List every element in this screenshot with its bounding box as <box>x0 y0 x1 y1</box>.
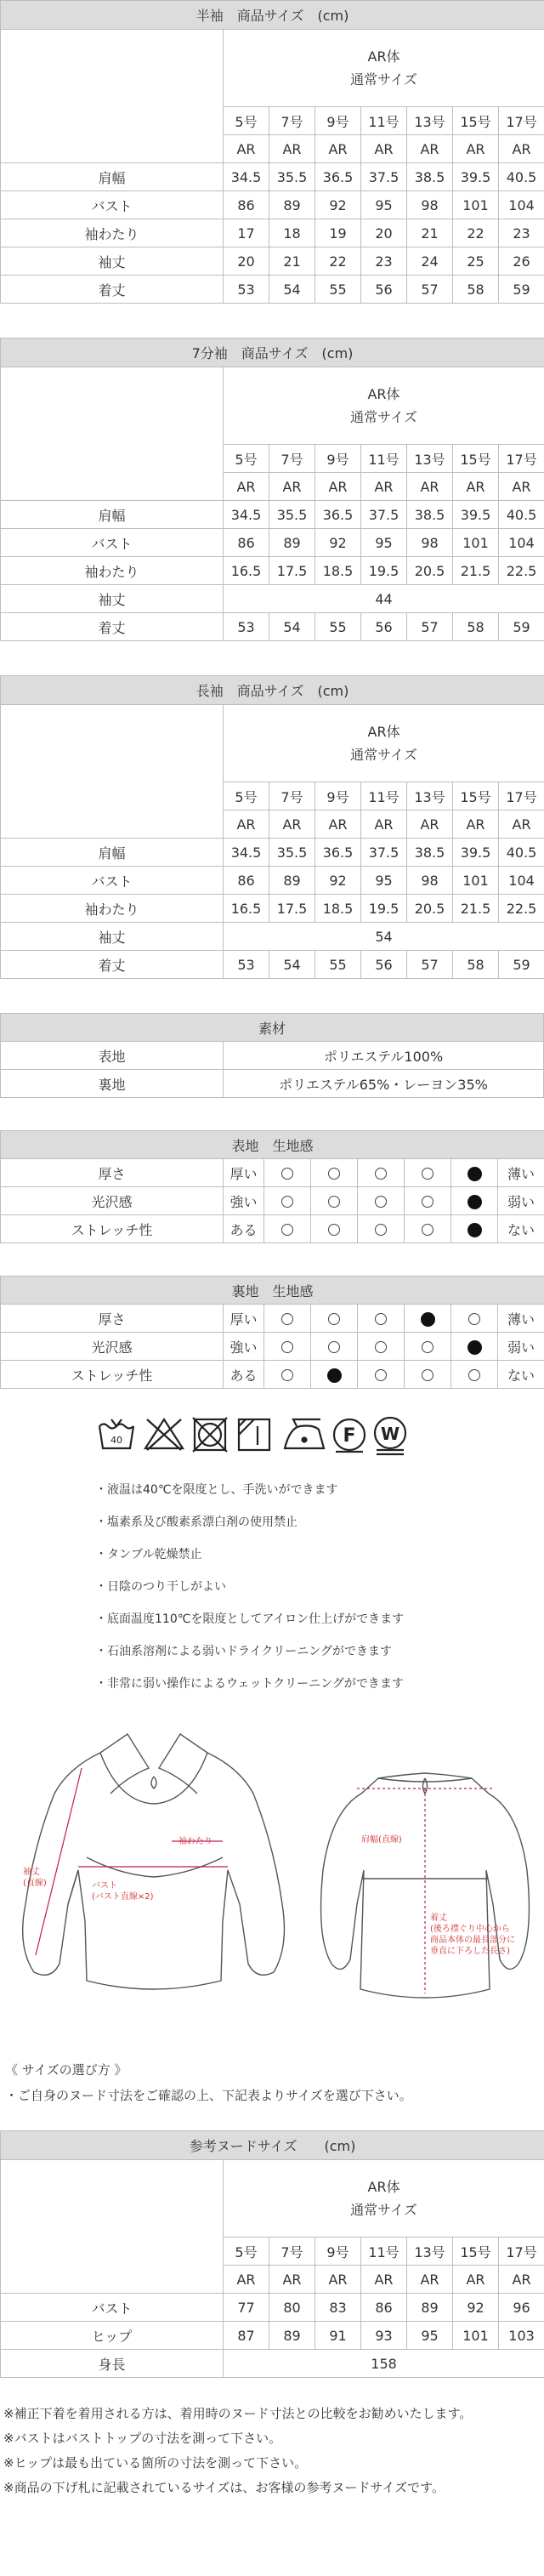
table-row: バスト 86 89 92 95 98 101 104 <box>1 191 544 219</box>
size-header: 5号 <box>224 107 269 135</box>
feel-left-label: ある <box>224 1361 264 1389</box>
table-row <box>1 1305 544 1333</box>
ar-cell: AR <box>499 473 544 501</box>
size-header: 15号 <box>453 445 499 473</box>
table-row: 裏地 ポリエステル65%・レーヨン35% <box>1 1070 544 1098</box>
care-note: ・日陰のつり干しがよい <box>95 1580 226 1594</box>
reference-nude-size-table <box>0 2130 544 2378</box>
size-header: 9号 <box>315 782 361 810</box>
ar-cell: AR <box>361 810 407 839</box>
size-header: 17号 <box>499 2238 544 2266</box>
footnote: ※バストはバストトップの寸法を測って下さい。 <box>3 2431 282 2446</box>
size-header: 11号 <box>361 2238 407 2266</box>
feel-left-label: 厚い <box>224 1159 264 1187</box>
table-title: 表地 生地感 <box>1 1131 544 1159</box>
ar-cell: AR <box>361 473 407 501</box>
ar-cell: AR <box>315 2266 361 2294</box>
size-header: 7号 <box>269 107 315 135</box>
label-length: 着丈 (後ろ襟ぐり中心から 商品本体の最長部分に 垂直に下ろした長さ) <box>430 1914 515 1956</box>
ar-cell: AR <box>453 810 499 839</box>
rating-circle <box>328 1313 340 1325</box>
table-title: 7分袖 商品サイズ (cm) <box>1 338 544 367</box>
feel-label: ストレッチ性 <box>1 1215 224 1243</box>
footnote: ※補正下着を着用される方は、着用時のヌード寸法との比較をお勧めいたします。 <box>3 2406 473 2421</box>
ar-cell: AR <box>224 135 269 163</box>
ar-cell: AR <box>453 2266 499 2294</box>
size-group-label: AR体 通常サイズ <box>224 367 544 445</box>
rating-circle <box>281 1196 293 1208</box>
size-group-label: AR体 通常サイズ <box>224 2160 544 2238</box>
measurement-diagrams <box>0 1700 544 2057</box>
rating-circle <box>375 1196 387 1208</box>
feel-label: ストレッチ性 <box>1 1361 224 1389</box>
ar-cell: AR <box>315 810 361 839</box>
table-row: 着丈 53 54 55 56 57 58 59 <box>1 951 544 979</box>
table-title: 参考ヌードサイズ (cm) <box>1 2131 544 2160</box>
table-row: 着丈 53 54 55 56 57 58 59 <box>1 276 544 304</box>
footnotes <box>0 2402 544 2500</box>
footnote: ※商品の下げ札に記載されているサイズは、お客様の参考ヌードサイズです。 <box>3 2480 445 2495</box>
rating-circle <box>375 1369 387 1381</box>
table-row: 袖わたり 16.5 17.5 18.5 19.5 20.5 21.5 22.5 <box>1 895 544 923</box>
line-dry-shade-icon <box>239 1419 269 1450</box>
feel-label: 光沢感 <box>1 1333 224 1361</box>
long-sleeve-size-table <box>0 675 544 979</box>
feel-right-label: 薄い <box>498 1305 544 1333</box>
size-guide-title: 《 サイズの選び方 》 <box>5 2062 128 2078</box>
table-row: 肩幅 34.5 35.5 36.5 37.5 38.5 39.5 40.5 <box>1 163 544 191</box>
table-row <box>1 1333 544 1361</box>
size-group-label: AR体 通常サイズ <box>224 30 544 107</box>
ar-cell: AR <box>224 810 269 839</box>
ar-cell: AR <box>407 135 453 163</box>
care-note: ・塩素系及び酸素系漂白剤の使用禁止 <box>95 1515 298 1529</box>
ar-cell: AR <box>315 473 361 501</box>
rating-circle <box>328 1196 340 1208</box>
size-header: 15号 <box>453 782 499 810</box>
size-header: 13号 <box>407 445 453 473</box>
rating-circle <box>422 1224 434 1236</box>
care-note: ・石油系溶剤による弱いドライクリーニングができます <box>95 1645 393 1658</box>
rating-circle <box>328 1341 340 1353</box>
feel-left-label: 強い <box>224 1333 264 1361</box>
size-header: 9号 <box>315 107 361 135</box>
table-row: 表地 ポリエステル100% <box>1 1042 544 1070</box>
table-row: 肩幅 34.5 35.5 36.5 37.5 38.5 39.5 40.5 <box>1 839 544 867</box>
selected-rating-dot <box>468 1340 482 1355</box>
feel-right-label: 弱い <box>498 1333 544 1361</box>
ar-cell: AR <box>269 2266 315 2294</box>
feel-label: 厚さ <box>1 1159 224 1187</box>
size-header: 5号 <box>224 782 269 810</box>
rating-circle <box>281 1313 293 1325</box>
size-header: 13号 <box>407 2238 453 2266</box>
hand-wash-40-icon <box>99 1419 133 1448</box>
rating-circle <box>422 1196 434 1208</box>
selected-rating-dot <box>468 1223 482 1237</box>
care-note: ・液温は40℃を限度とし、手洗いができます <box>95 1483 338 1497</box>
rating-circle <box>422 1168 434 1180</box>
rating-circle <box>281 1369 293 1381</box>
table-row: 肩幅 34.5 35.5 36.5 37.5 38.5 39.5 40.5 <box>1 501 544 529</box>
table-row <box>1 1361 544 1389</box>
rating-circle <box>375 1313 387 1325</box>
ar-cell: AR <box>407 473 453 501</box>
table-title: 裏地 生地感 <box>1 1277 544 1305</box>
selected-rating-dot <box>327 1368 342 1383</box>
ar-cell: AR <box>499 2266 544 2294</box>
size-header: 13号 <box>407 782 453 810</box>
table-title: 長袖 商品サイズ (cm) <box>1 676 544 705</box>
size-header: 15号 <box>453 2238 499 2266</box>
rating-circle <box>468 1369 480 1381</box>
ar-cell: AR <box>269 473 315 501</box>
feel-right-label: 弱い <box>498 1187 544 1215</box>
feel-right-label: ない <box>498 1215 544 1243</box>
svg-text:40: 40 <box>110 1435 122 1446</box>
rating-circle <box>281 1224 293 1236</box>
rating-circle <box>468 1313 480 1325</box>
table-row: ヒップ 87 89 91 93 95 101 103 <box>1 2322 544 2350</box>
care-icons <box>0 1389 544 1474</box>
no-tumble-dry-icon <box>193 1418 227 1452</box>
iron-low-icon <box>285 1419 324 1448</box>
table-row: 着丈 53 54 55 56 57 58 59 <box>1 613 544 641</box>
table-row <box>1 1159 544 1187</box>
rating-circle <box>281 1168 293 1180</box>
ar-cell: AR <box>224 473 269 501</box>
rating-circle <box>375 1168 387 1180</box>
size-header: 13号 <box>407 107 453 135</box>
table-row: 袖わたり 17 18 19 20 21 22 23 <box>1 219 544 247</box>
table-row: 袖わたり 16.5 17.5 18.5 19.5 20.5 21.5 22.5 <box>1 557 544 585</box>
table-row: 袖丈 54 <box>1 923 544 951</box>
ar-cell: AR <box>453 473 499 501</box>
svg-text:F: F <box>343 1425 356 1447</box>
rating-circle <box>281 1341 293 1353</box>
care-note: ・非常に弱い操作によるウェットクリーニングができます <box>95 1677 404 1691</box>
selected-rating-dot <box>468 1167 482 1181</box>
lining-fabric-feel-table <box>0 1276 544 1389</box>
feel-right-label: ない <box>498 1361 544 1389</box>
care-note: ・タンブル乾燥禁止 <box>95 1548 202 1561</box>
rating-circle <box>422 1341 434 1353</box>
feel-left-label: 厚い <box>224 1305 264 1333</box>
rating-circle <box>328 1224 340 1236</box>
rating-circle <box>375 1224 387 1236</box>
ar-cell: AR <box>269 135 315 163</box>
ar-cell: AR <box>453 135 499 163</box>
table-row <box>1 1215 544 1243</box>
feel-right-label: 薄い <box>498 1159 544 1187</box>
size-header: 7号 <box>269 445 315 473</box>
ar-cell: AR <box>407 810 453 839</box>
ar-cell: AR <box>361 135 407 163</box>
size-header: 9号 <box>315 2238 361 2266</box>
table-row: バスト 77 80 83 86 89 92 96 <box>1 2294 544 2322</box>
ar-cell: AR <box>499 135 544 163</box>
size-header: 5号 <box>224 2238 269 2266</box>
dry-clean-f-icon <box>334 1419 365 1452</box>
selected-rating-dot <box>421 1312 435 1327</box>
ar-cell: AR <box>315 135 361 163</box>
three-quarter-sleeve-size-table <box>0 338 544 641</box>
ar-cell: AR <box>224 2266 269 2294</box>
table-row: バスト 86 89 92 95 98 101 104 <box>1 867 544 895</box>
size-guide-text: ・ご自身のヌード寸法をご確認の上、下記表よりサイズを選び下さい。 <box>5 2088 412 2103</box>
feel-label: 厚さ <box>1 1305 224 1333</box>
size-group-label: AR体 通常サイズ <box>224 705 544 782</box>
size-header: 17号 <box>499 445 544 473</box>
size-header: 11号 <box>361 107 407 135</box>
size-header: 11号 <box>361 782 407 810</box>
table-row <box>1 1187 544 1215</box>
size-header: 9号 <box>315 445 361 473</box>
rating-circle <box>422 1369 434 1381</box>
care-notes <box>0 1474 544 1700</box>
table-title: 素材 <box>1 1014 544 1042</box>
size-header: 17号 <box>499 107 544 135</box>
size-header: 11号 <box>361 445 407 473</box>
label-sleeve-width: 袖わたり <box>178 1837 212 1846</box>
label-shoulder: 肩幅(直線) <box>361 1835 402 1845</box>
care-note: ・底面温度110℃を限度としてアイロン仕上げができます <box>95 1612 405 1626</box>
rating-circle <box>375 1341 387 1353</box>
garment-front-back-illustration <box>0 1700 544 2057</box>
size-header: 7号 <box>269 782 315 810</box>
size-header: 17号 <box>499 782 544 810</box>
size-header: 7号 <box>269 2238 315 2266</box>
ar-cell: AR <box>499 810 544 839</box>
outer-fabric-feel-table <box>0 1130 544 1243</box>
size-header: 15号 <box>453 107 499 135</box>
table-row: 身長 158 <box>1 2350 544 2378</box>
no-bleach-icon <box>145 1419 183 1450</box>
wet-clean-w-icon <box>375 1418 405 1454</box>
size-header: 5号 <box>224 445 269 473</box>
feel-label: 光沢感 <box>1 1187 224 1215</box>
ar-cell: AR <box>269 810 315 839</box>
ar-cell: AR <box>361 2266 407 2294</box>
rating-circle <box>328 1168 340 1180</box>
feel-left-label: 強い <box>224 1187 264 1215</box>
feel-left-label: ある <box>224 1215 264 1243</box>
svg-text:W: W <box>380 1424 400 1444</box>
short-sleeve-size-table <box>0 0 544 304</box>
material-table <box>0 1013 544 1098</box>
table-row: 袖丈 44 <box>1 585 544 613</box>
table-row: 袖丈 20 21 22 23 24 25 26 <box>1 247 544 276</box>
selected-rating-dot <box>468 1195 482 1209</box>
ar-cell: AR <box>407 2266 453 2294</box>
label-sleeve-length: 袖丈 (直線) <box>23 1868 47 1888</box>
table-row: バスト 86 89 92 95 98 101 104 <box>1 529 544 557</box>
label-bust: バスト (バスト直線×2) <box>92 1881 154 1902</box>
table-title: 半袖 商品サイズ (cm) <box>1 1 544 30</box>
footnote: ※ヒップは最も出ている箇所の寸法を測って下さい。 <box>3 2455 308 2471</box>
